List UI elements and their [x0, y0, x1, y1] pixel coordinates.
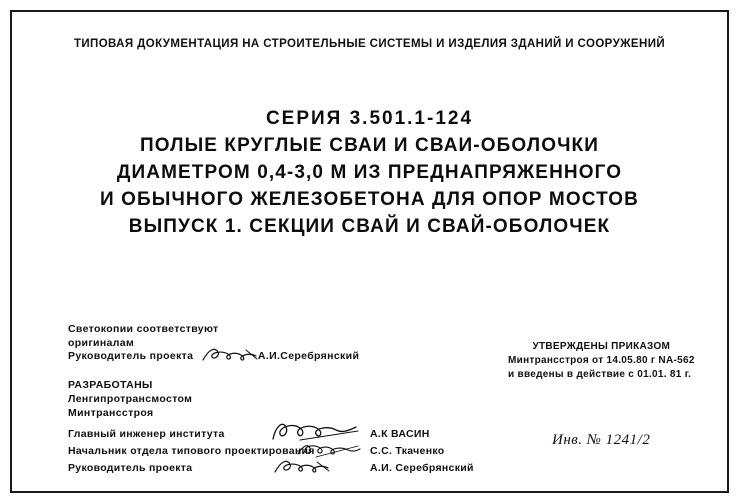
title-block — [0, 105, 739, 240]
signature-row-chief-engineer — [68, 428, 448, 445]
certification-name: А.И.Серебрянский — [257, 350, 360, 362]
signature-name-chief-engineer: А.К ВАСИН — [370, 428, 430, 440]
title-line-series: СЕРИЯ 3.501.1-124 — [265, 108, 474, 129]
signature-row-department-head — [68, 445, 448, 462]
developer-line-2: Ленгипротрансмостом — [68, 393, 193, 405]
title-line-2: ДИАМЕТРОМ 0,4-3,0 М ИЗ ПРЕДНАПРЯЖЕННОГО — [116, 162, 623, 183]
signature-name-department-head: С.С. Ткаченко — [370, 445, 445, 457]
signature-role-chief-engineer: Главный инженер института — [68, 428, 225, 440]
title-line-3: И ОБЫЧНОГО ЖЕЛЕЗОБЕТОНА ДЛЯ ОПОР МОСТОВ — [100, 189, 639, 210]
signature-row-project-manager — [68, 462, 474, 479]
certification-block — [68, 322, 398, 420]
document-header: ТИПОВАЯ ДОКУМЕНТАЦИЯ НА СТРОИТЕЛЬНЫЕ СИСТЕМЫ И ИЗДЕЛИЯ ЗДАНИЙ И СООРУЖЕНИЙ — [73, 38, 666, 50]
signature-role-department-head: Начальник отдела типового проектирования — [68, 445, 315, 457]
signature-role-project-manager: Руководитель проекта — [68, 462, 193, 474]
developer-line-3: Минтрансстроя — [68, 407, 154, 419]
title-line-4: ВЫПУСК 1. СЕКЦИИ СВАЙ И СВАЙ-ОБОЛОЧЕК — [128, 216, 611, 237]
approval-line-3: и введены в действие с 01.01. 81 г. — [508, 369, 692, 380]
inventory-number: Инв. № 1241/2 — [552, 432, 651, 448]
title-line-1: ПОЛЫЕ КРУГЛЫЕ СВАИ И СВАИ-ОБОЛОЧКИ — [139, 135, 599, 156]
page-border — [10, 10, 729, 493]
certification-line-1: Светокопии соответствуют — [68, 323, 219, 335]
signature-table — [68, 428, 474, 479]
certification-signature-row — [68, 350, 398, 364]
signature-name-project-manager: А.И. Серебрянский — [370, 462, 474, 474]
developer-line-1: РАЗРАБОТАНЫ — [68, 379, 153, 391]
approval-line-2: Минтрансстроя от 14.05.80 г NА-562 — [508, 355, 695, 366]
approval-block — [508, 340, 695, 382]
approval-line-1: УТВЕРЖДЕНЫ ПРИКАЗОМ — [532, 341, 671, 352]
certification-line-2: оригиналам — [68, 337, 135, 349]
certification-role: Руководитель проекта — [68, 350, 194, 362]
